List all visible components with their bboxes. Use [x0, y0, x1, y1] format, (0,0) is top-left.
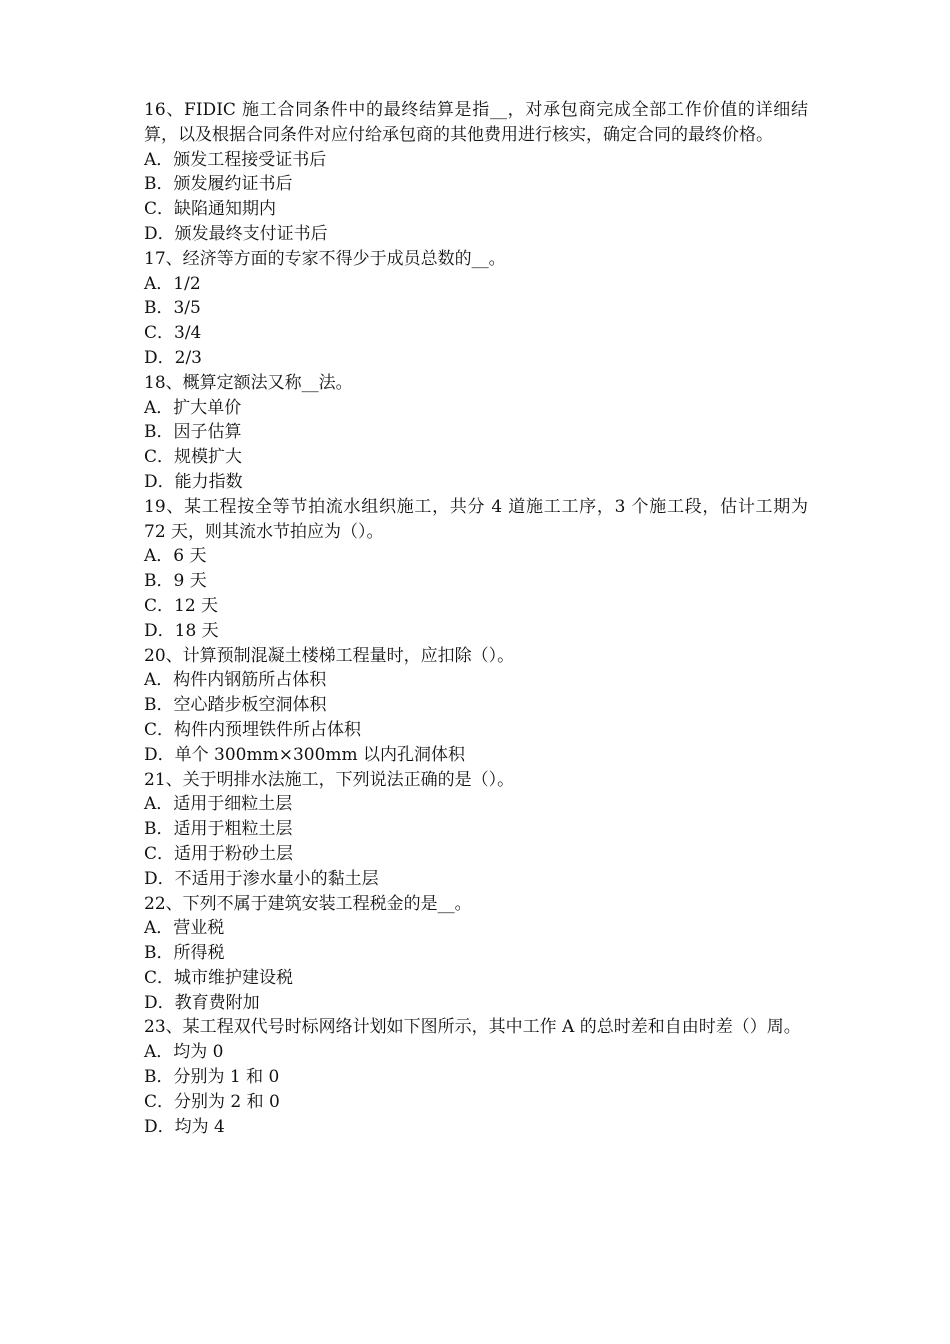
option-d: D．不适用于渗水量小的黏土层: [144, 868, 379, 889]
option-c: C．适用于粉砂土层: [144, 843, 294, 864]
question-stem: 21、关于明排水法施工，下列说法正确的是（）。: [144, 769, 515, 790]
option-d: D．2/3: [144, 347, 202, 368]
option-b: B．空心踏步板空洞体积: [144, 695, 327, 716]
question-20: [144, 644, 808, 768]
question-19: [144, 495, 808, 644]
question-stem: 20、计算预制混凝土楼梯工程量时，应扣除（）。: [144, 645, 515, 666]
question-stem: 19、某工程按全等节拍流水组织施工，共分 4 道施工工序，3 个施工段，估计工期为 72 天，则其流水节拍应为（）。: [144, 496, 808, 542]
option-b: B．所得税: [144, 943, 225, 964]
option-a: A．6 天: [144, 546, 207, 567]
option-a: A．均为 0: [144, 1042, 224, 1063]
option-c: C．缺陷通知期内: [144, 199, 277, 220]
option-c: C．3/4: [144, 323, 202, 344]
option-b: B．3/5: [144, 298, 201, 319]
question-18: [144, 371, 808, 495]
option-b: B．适用于粗粒土层: [144, 819, 293, 840]
option-c: C．城市维护建设税: [144, 967, 294, 988]
question-stem: 16、FIDIC 施工合同条件中的最终结算是指__，对承包商完成全部工作价值的详细结算，以及根据合同条件对应付给承包商的其他费用进行核实，确定合同的最终价格。: [144, 100, 808, 145]
question-16: [144, 98, 808, 247]
document-page: [144, 98, 808, 1139]
option-a: A．适用于细粒土层: [144, 794, 293, 815]
question-stem: 18、概算定额法又称__法。: [144, 372, 353, 393]
option-d: D．能力指数: [144, 471, 243, 492]
option-d: D．18 天: [144, 620, 219, 641]
option-d: D．颁发最终支付证书后: [144, 223, 328, 244]
option-a: A．构件内钢筋所占体积: [144, 670, 327, 691]
option-b: B．因子估算: [144, 422, 242, 443]
option-c: C．构件内预埋铁件所占体积: [144, 719, 362, 740]
option-a: A．营业税: [144, 918, 225, 939]
option-c: C．12 天: [144, 595, 219, 616]
question-22: [144, 892, 808, 1016]
option-b: B．颁发履约证书后: [144, 174, 293, 195]
option-b: B．分别为 1 和 0: [144, 1067, 280, 1088]
option-b: B．9 天: [144, 571, 207, 592]
option-a: A．扩大单价: [144, 397, 242, 418]
question-17: [144, 247, 808, 371]
question-stem: 22、下列不属于建筑安装工程税金的是__。: [144, 893, 472, 914]
option-a: A．1/2: [144, 273, 201, 294]
question-23: [144, 1015, 808, 1139]
option-d: D．均为 4: [144, 1116, 225, 1137]
option-c: C．规模扩大: [144, 447, 243, 468]
option-d: D．教育费附加: [144, 992, 260, 1013]
question-21: [144, 768, 808, 892]
option-c: C．分别为 2 和 0: [144, 1091, 280, 1112]
option-a: A．颁发工程接受证书后: [144, 149, 327, 170]
question-stem: 17、经济等方面的专家不得少于成员总数的__。: [144, 248, 506, 269]
question-stem: 23、某工程双代号时标网络计划如下图所示，其中工作 A 的总时差和自由时差（）周。: [144, 1017, 801, 1038]
option-d: D．单个 300mm×300mm 以内孔洞体积: [144, 744, 466, 765]
